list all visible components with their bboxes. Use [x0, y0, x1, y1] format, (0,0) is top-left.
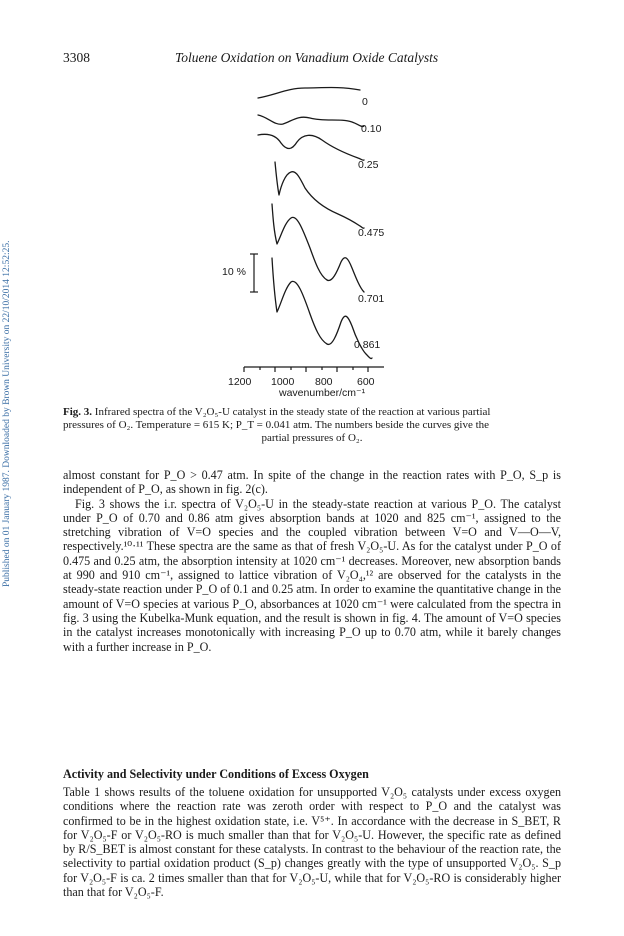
x-axis [244, 367, 384, 372]
spectrum-curve-0475 [275, 162, 364, 228]
curve-label-025: 0.25 [358, 159, 379, 171]
x-tick-1000: 1000 [271, 376, 295, 388]
scale-bar-label: 10 % [222, 266, 246, 278]
curve-label-0475: 0.475 [358, 227, 385, 239]
figure-caption [63, 406, 561, 446]
publication-sidebar: Published on 01 January 1987. Downloaded by Brown University on 22/10/2014 12:52:25. [2, 240, 12, 588]
caption-line-3: partial pressures of O₂. [261, 432, 363, 445]
caption-line-1: Infrared spectra of the V₂O₅-U catalyst in the steady state of the reaction at various partial [94, 406, 491, 418]
caption-line-2: pressures of O₂. Temperature = 615 K; P_T = 0.041 atm. The numbers beside the curves give the [63, 419, 490, 432]
x-tick-800: 800 [315, 376, 333, 388]
page-number: 3308 [63, 50, 90, 65]
section-paragraph: Table 1 shows results of the toluene oxidation for unsupported V₂O₅ catalysts under excess oxygen conditions where the reaction rate was zeroth order with respect to P_O and the catalyst was confirmed to be in the highest oxidation state, i.e. V⁵⁺. In accordance with the decrease in S_BET, R for V₂O₅-F or V₂O₅-RO is much smaller than that for V₂O₅-U. However, the specific rate as defined by R/S_BET is almost constant for these catalysts. In contrast to the behaviour of the reaction rate, the selectivity to partial oxidation product (S_p) changes greatly with the type of unsupported V₂O₅. S_p for V₂O₅-F is ca. 2 times smaller than that for V₂O₅-U, while that for V₂O₅-RO is considerably higher than that for V₂O₅-F. [63, 785, 561, 900]
running-title: Toluene Oxidation on Vanadium Oxide Catalysts [175, 50, 439, 65]
scale-bar [250, 254, 258, 292]
caption-label: Fig. 3. [63, 406, 93, 418]
spectrum-curve-010 [258, 115, 364, 127]
x-tick-600: 600 [357, 376, 375, 388]
spectrum-curve-0 [258, 88, 360, 99]
spectrum-curve-025 [258, 134, 364, 160]
section-body [63, 785, 561, 899]
ir-spectra-figure [0, 0, 624, 400]
spectrum-curve-0701 [272, 204, 364, 292]
x-tick-1200: 1200 [228, 376, 252, 388]
body-text [63, 468, 561, 654]
paragraph-2: Fig. 3 shows the i.r. spectra of V₂O₅-U in the steady-state reaction at various P_O. The catalyst under P_O of 0.70 and 0.86 atm gives absorption bands at 1020 and 825 cm⁻¹, assigned to the stretching vibration of V=O species and the coupled vibration between V=O and V—O—V, respectively.¹⁰·¹¹ These spectra are the same as that of fresh V₂O₅-U. As for the catalyst under P_O of 0.475 and 0.25 atm, the absorption intensity at 1020 cm⁻¹ decreases. Moreover, new absorption bands at 990 and 910 cm⁻¹, assigned to lattice vibration of V₂O₄,¹² are observed for the catalysts in the steady-state reaction under P_O of 0.1 and 0.25 atm. In order to examine the quantitative change in the amount of V=O species at various P_O, absorbances at 1020 cm⁻¹ were calculated from the spectra in fig. 3 using the Kubelka-Munk equation, and the result is shown in fig. 4. The amount of V=O species in the catalyst increases monotonically with increasing P_O up to 0.70 atm, while it barely changes with a further increase in P_O. [63, 496, 561, 654]
section-heading: Activity and Selectivity under Conditions of Excess Oxygen [63, 767, 369, 781]
curve-label-0: 0 [362, 96, 368, 108]
curve-label-0701: 0.701 [358, 293, 385, 305]
paragraph-1: almost constant for P_O > 0.47 atm. In spite of the change in the reaction rates with P_O, S_p is independent of P_O, as shown in fig. 2(c). [63, 468, 561, 497]
curve-label-0861: 0.861 [354, 339, 381, 351]
curve-label-010: 0.10 [361, 123, 382, 135]
x-axis-label: wavenumber/cm⁻¹ [279, 387, 366, 399]
